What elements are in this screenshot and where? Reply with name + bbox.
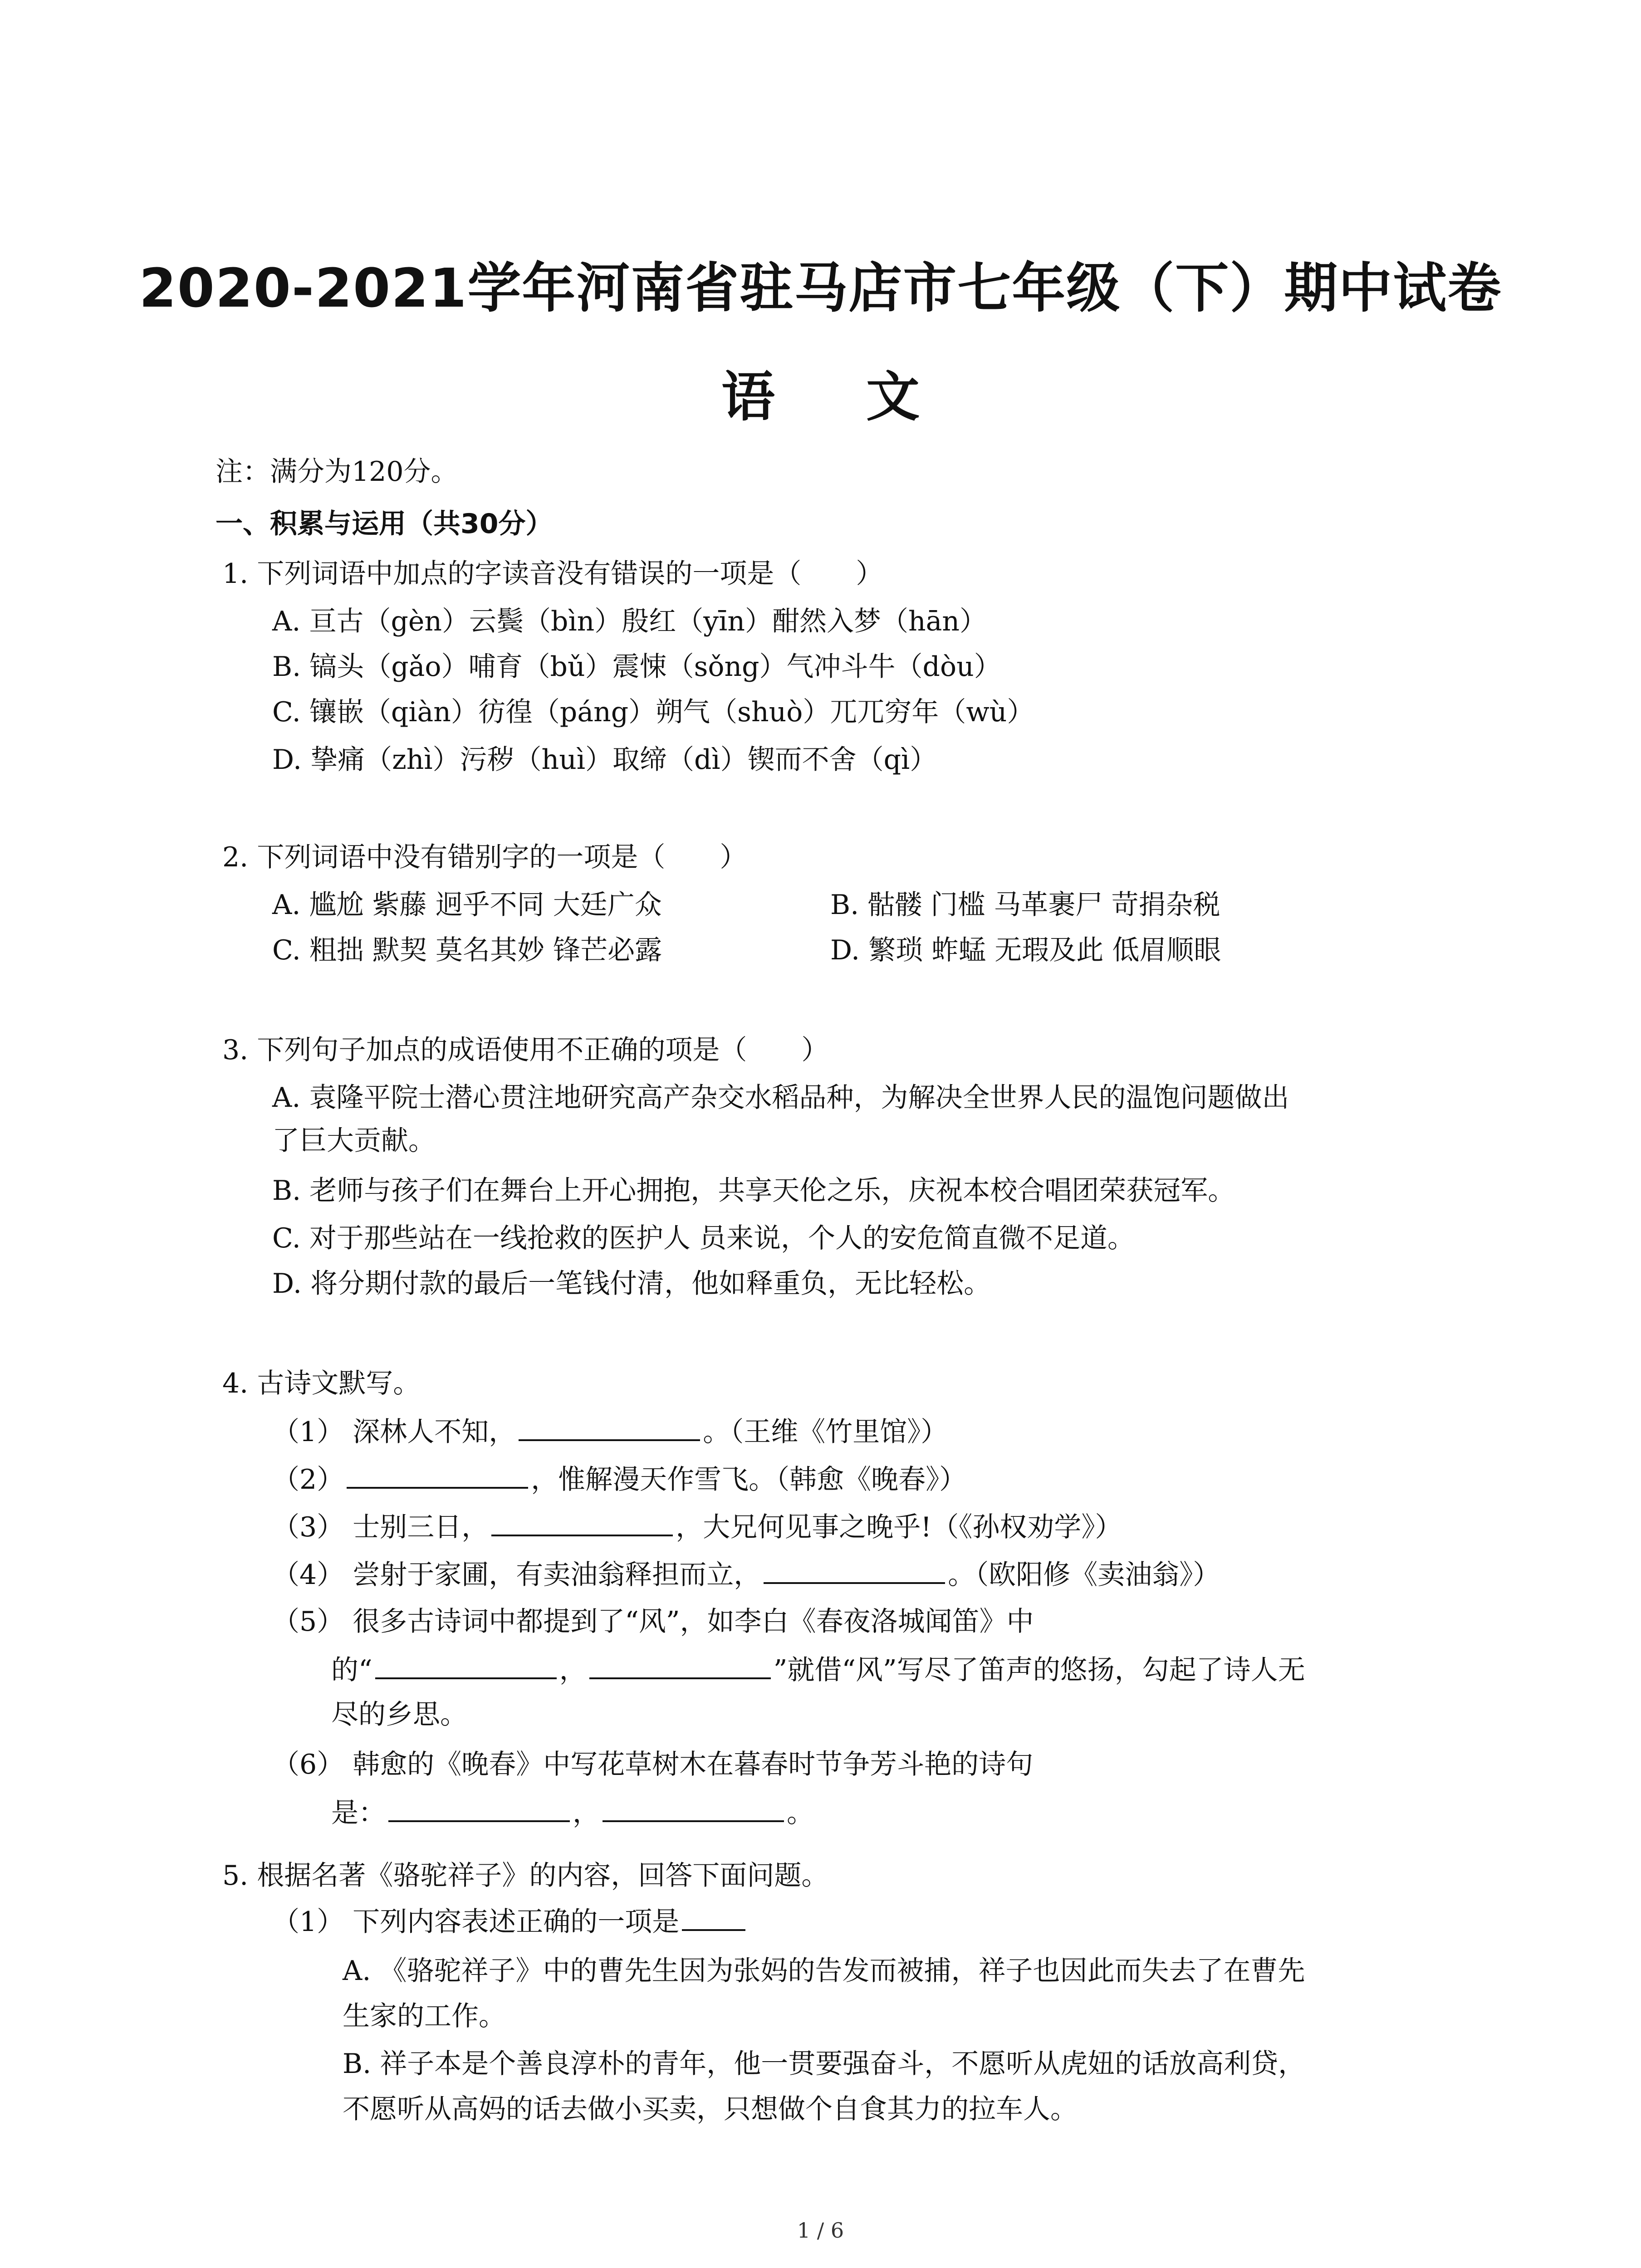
item-3-suffix: ，大兄何见事之晚乎!（《孙权劝学》） (676, 1511, 1122, 1543)
answer-blank[interactable] (589, 1651, 771, 1679)
answer-blank[interactable] (682, 1903, 745, 1931)
page-number: 1 / 6 (797, 2218, 844, 2243)
question-1-option-c: C. 镶嵌（qiàn）彷徨（páng）朔气（shuò）兀兀穷年（wù） (272, 696, 1034, 728)
item-5-separator: ， (559, 1654, 587, 1686)
question-3-stem: 3. 下列句子加点的成语使用不正确的项是（ ） (222, 1034, 829, 1066)
question-2-option-c: C. 粗拙 默契 莫名其妙 锋芒必露 (272, 934, 662, 966)
answer-blank[interactable] (519, 1413, 700, 1441)
question-5-option-a-line1: A. 《骆驼祥子》中的曹先生因为张妈的告发而被捕，祥子也因此而失去了在曹先 (343, 1955, 1305, 1987)
question-1-option-d: D. 挚痛（zhì）污秽（huì）取缔（dì）锲而不舍（qì） (272, 744, 937, 776)
item-3-prefix: （3） 士别三日， (272, 1511, 489, 1543)
item-1-prefix: （1） 深林人不知， (272, 1416, 516, 1448)
question-1-stem: 1. 下列词语中加点的字读音没有错误的一项是（ ） (222, 558, 883, 590)
question-4-item-4 (272, 1556, 1220, 1593)
item-4-prefix: （4） 尝射于家圃，有卖油翁释担而立， (272, 1559, 761, 1591)
item-2-prefix: （2） (272, 1464, 344, 1496)
question-3-option-a-line2: 了巨大贡献。 (272, 1125, 436, 1157)
item-2-suffix: ，惟解漫天作雪飞。（韩愈《晚春》） (531, 1464, 967, 1496)
item-6-separator: ， (573, 1797, 600, 1829)
score-note: 注：满分为120分。 (216, 456, 458, 488)
answer-blank[interactable] (388, 1794, 570, 1822)
answer-blank[interactable] (347, 1461, 528, 1489)
question-4-item-5-line3: 尽的乡思。 (331, 1699, 467, 1730)
question-4-item-6-line2 (331, 1794, 814, 1831)
item-6-prefix: 是： (331, 1797, 386, 1829)
sub-1-text: （1） 下列内容表述正确的一项是 (272, 1906, 680, 1938)
exam-title: 2020-2021学年河南省驻马店市七年级（下）期中试卷 (139, 257, 1502, 319)
question-4-item-2 (272, 1461, 966, 1498)
question-4-item-5-line1: （5） 很多古诗词中都提到了“风”，如李白《春夜洛城闻笛》中 (272, 1606, 1034, 1637)
question-2-option-d: D. 繁琐 蚱蜢 无瑕及此 低眉顺眼 (830, 934, 1221, 966)
question-4-item-1 (272, 1413, 948, 1450)
question-4-item-5-line2 (331, 1651, 1305, 1688)
answer-blank[interactable] (375, 1651, 557, 1679)
item-5-suffix: ”就借“风”写尽了笛声的悠扬，勾起了诗人无 (773, 1654, 1305, 1686)
item-4-suffix: 。（欧阳修《卖油翁》） (948, 1559, 1220, 1591)
exam-subject: 语 文 (721, 366, 956, 428)
question-3-option-a-line1: A. 袁隆平院士潜心贯注地研究高产杂交水稻品种，为解决全世界人民的温饱问题做出 (272, 1082, 1289, 1114)
question-2-stem: 2. 下列词语中没有错别字的一项是（ ） (222, 841, 747, 873)
item-5-prefix: 的“ (331, 1654, 372, 1686)
question-4-stem: 4. 古诗文默写。 (222, 1368, 421, 1399)
question-2-option-b: B. 骷髅 门槛 马革裹尸 苛捐杂税 (830, 889, 1220, 921)
question-1-option-a: A. 亘古（gèn）云鬓（bìn）殷红（yīn）酣然入梦（hān） (272, 606, 987, 637)
question-3-option-b: B. 老师与孩子们在舞台上开心拥抱，共享天伦之乐，庆祝本校合唱团荣获冠军。 (272, 1175, 1235, 1207)
question-2-option-a: A. 尴尬 紫藤 迥乎不同 大廷广众 (272, 889, 662, 921)
question-3-option-c: C. 对于那些站在一线抢救的医护人 员来说，个人的安危简直微不足道。 (272, 1222, 1135, 1254)
question-5-option-b-line2: 不愿听从高妈的话去做小买卖，只想做个自食其力的拉车人。 (343, 2093, 1078, 2125)
question-4-item-6-line1: （6） 韩愈的《晚春》中写花草树木在暮春时节争芳斗艳的诗句 (272, 1749, 1034, 1780)
question-5-sub-1 (272, 1903, 748, 1940)
question-1-option-b: B. 镐头（gǎo）哺育（bǔ）震悚（sǒng）气冲斗牛（dòu） (272, 651, 1001, 683)
item-6-suffix: 。 (787, 1797, 814, 1829)
item-1-suffix: 。（王维《竹里馆》） (703, 1416, 948, 1448)
answer-blank[interactable] (603, 1794, 784, 1822)
question-5-option-b-line1: B. 祥子本是个善良淳朴的青年，他一贯要强奋斗，不愿听从虎妞的话放高利贷， (343, 2048, 1306, 2080)
question-5-option-a-line2: 生家的工作。 (343, 2000, 506, 2032)
answer-blank[interactable] (491, 1508, 673, 1536)
section-heading: 一、积累与运用（共30分） (216, 508, 553, 540)
answer-blank[interactable] (764, 1556, 945, 1584)
question-5-stem: 5. 根据名著《骆驼祥子》的内容，回答下面问题。 (222, 1860, 829, 1892)
question-4-item-3 (272, 1508, 1122, 1545)
question-3-option-d: D. 将分期付款的最后一笔钱付清，他如释重负，无比轻松。 (272, 1268, 991, 1300)
